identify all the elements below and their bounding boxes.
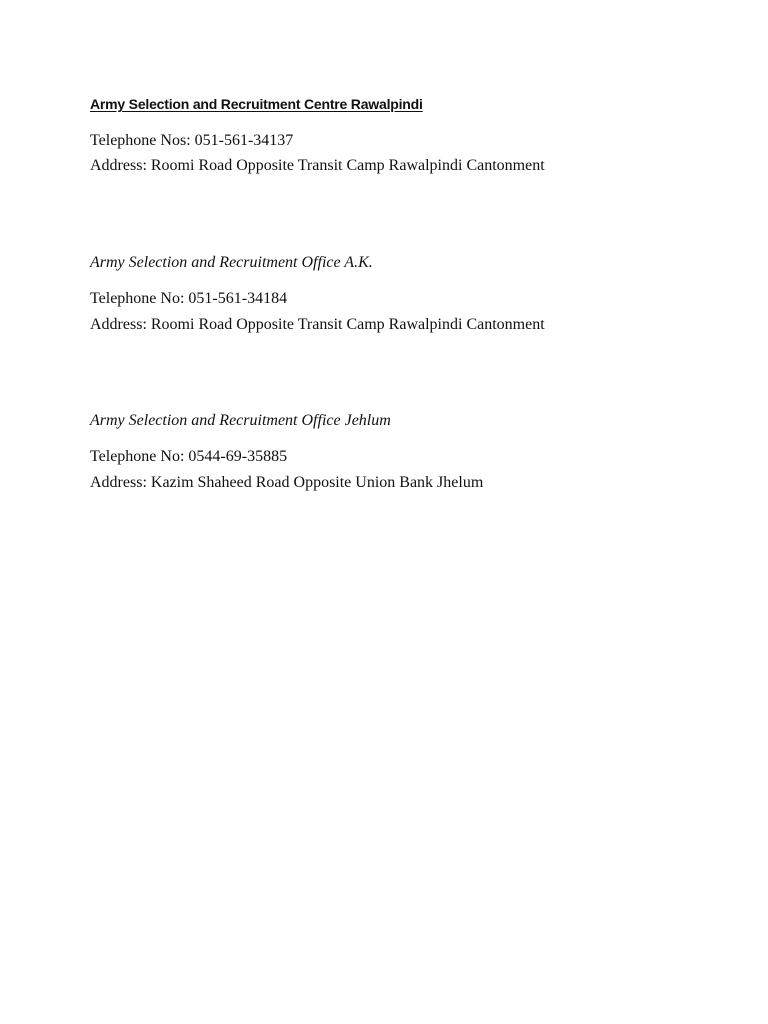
entry-2-heading: Army Selection and Recruitment Office A.K. xyxy=(90,254,373,271)
entry-3-address: Address: Kazim Shaheed Road Opposite Union Bank Jhelum xyxy=(90,474,484,491)
entry-1-address: Address: Roomi Road Opposite Transit Camp Rawalpindi Cantonment xyxy=(90,157,545,174)
entry-2-address: Address: Roomi Road Opposite Transit Camp Rawalpindi Cantonment xyxy=(90,316,545,333)
entry-3-heading: Army Selection and Recruitment Office Jehlum xyxy=(90,412,391,429)
entry-2-telephone: Telephone No: 051-561-34184 xyxy=(90,290,288,307)
entry-1-telephone: Telephone Nos: 051-561-34137 xyxy=(90,132,294,149)
entry-1-heading: Army Selection and Recruitment Centre Rawalpindi xyxy=(90,96,423,112)
entry-3-telephone: Telephone No: 0544-69-35885 xyxy=(90,448,288,465)
